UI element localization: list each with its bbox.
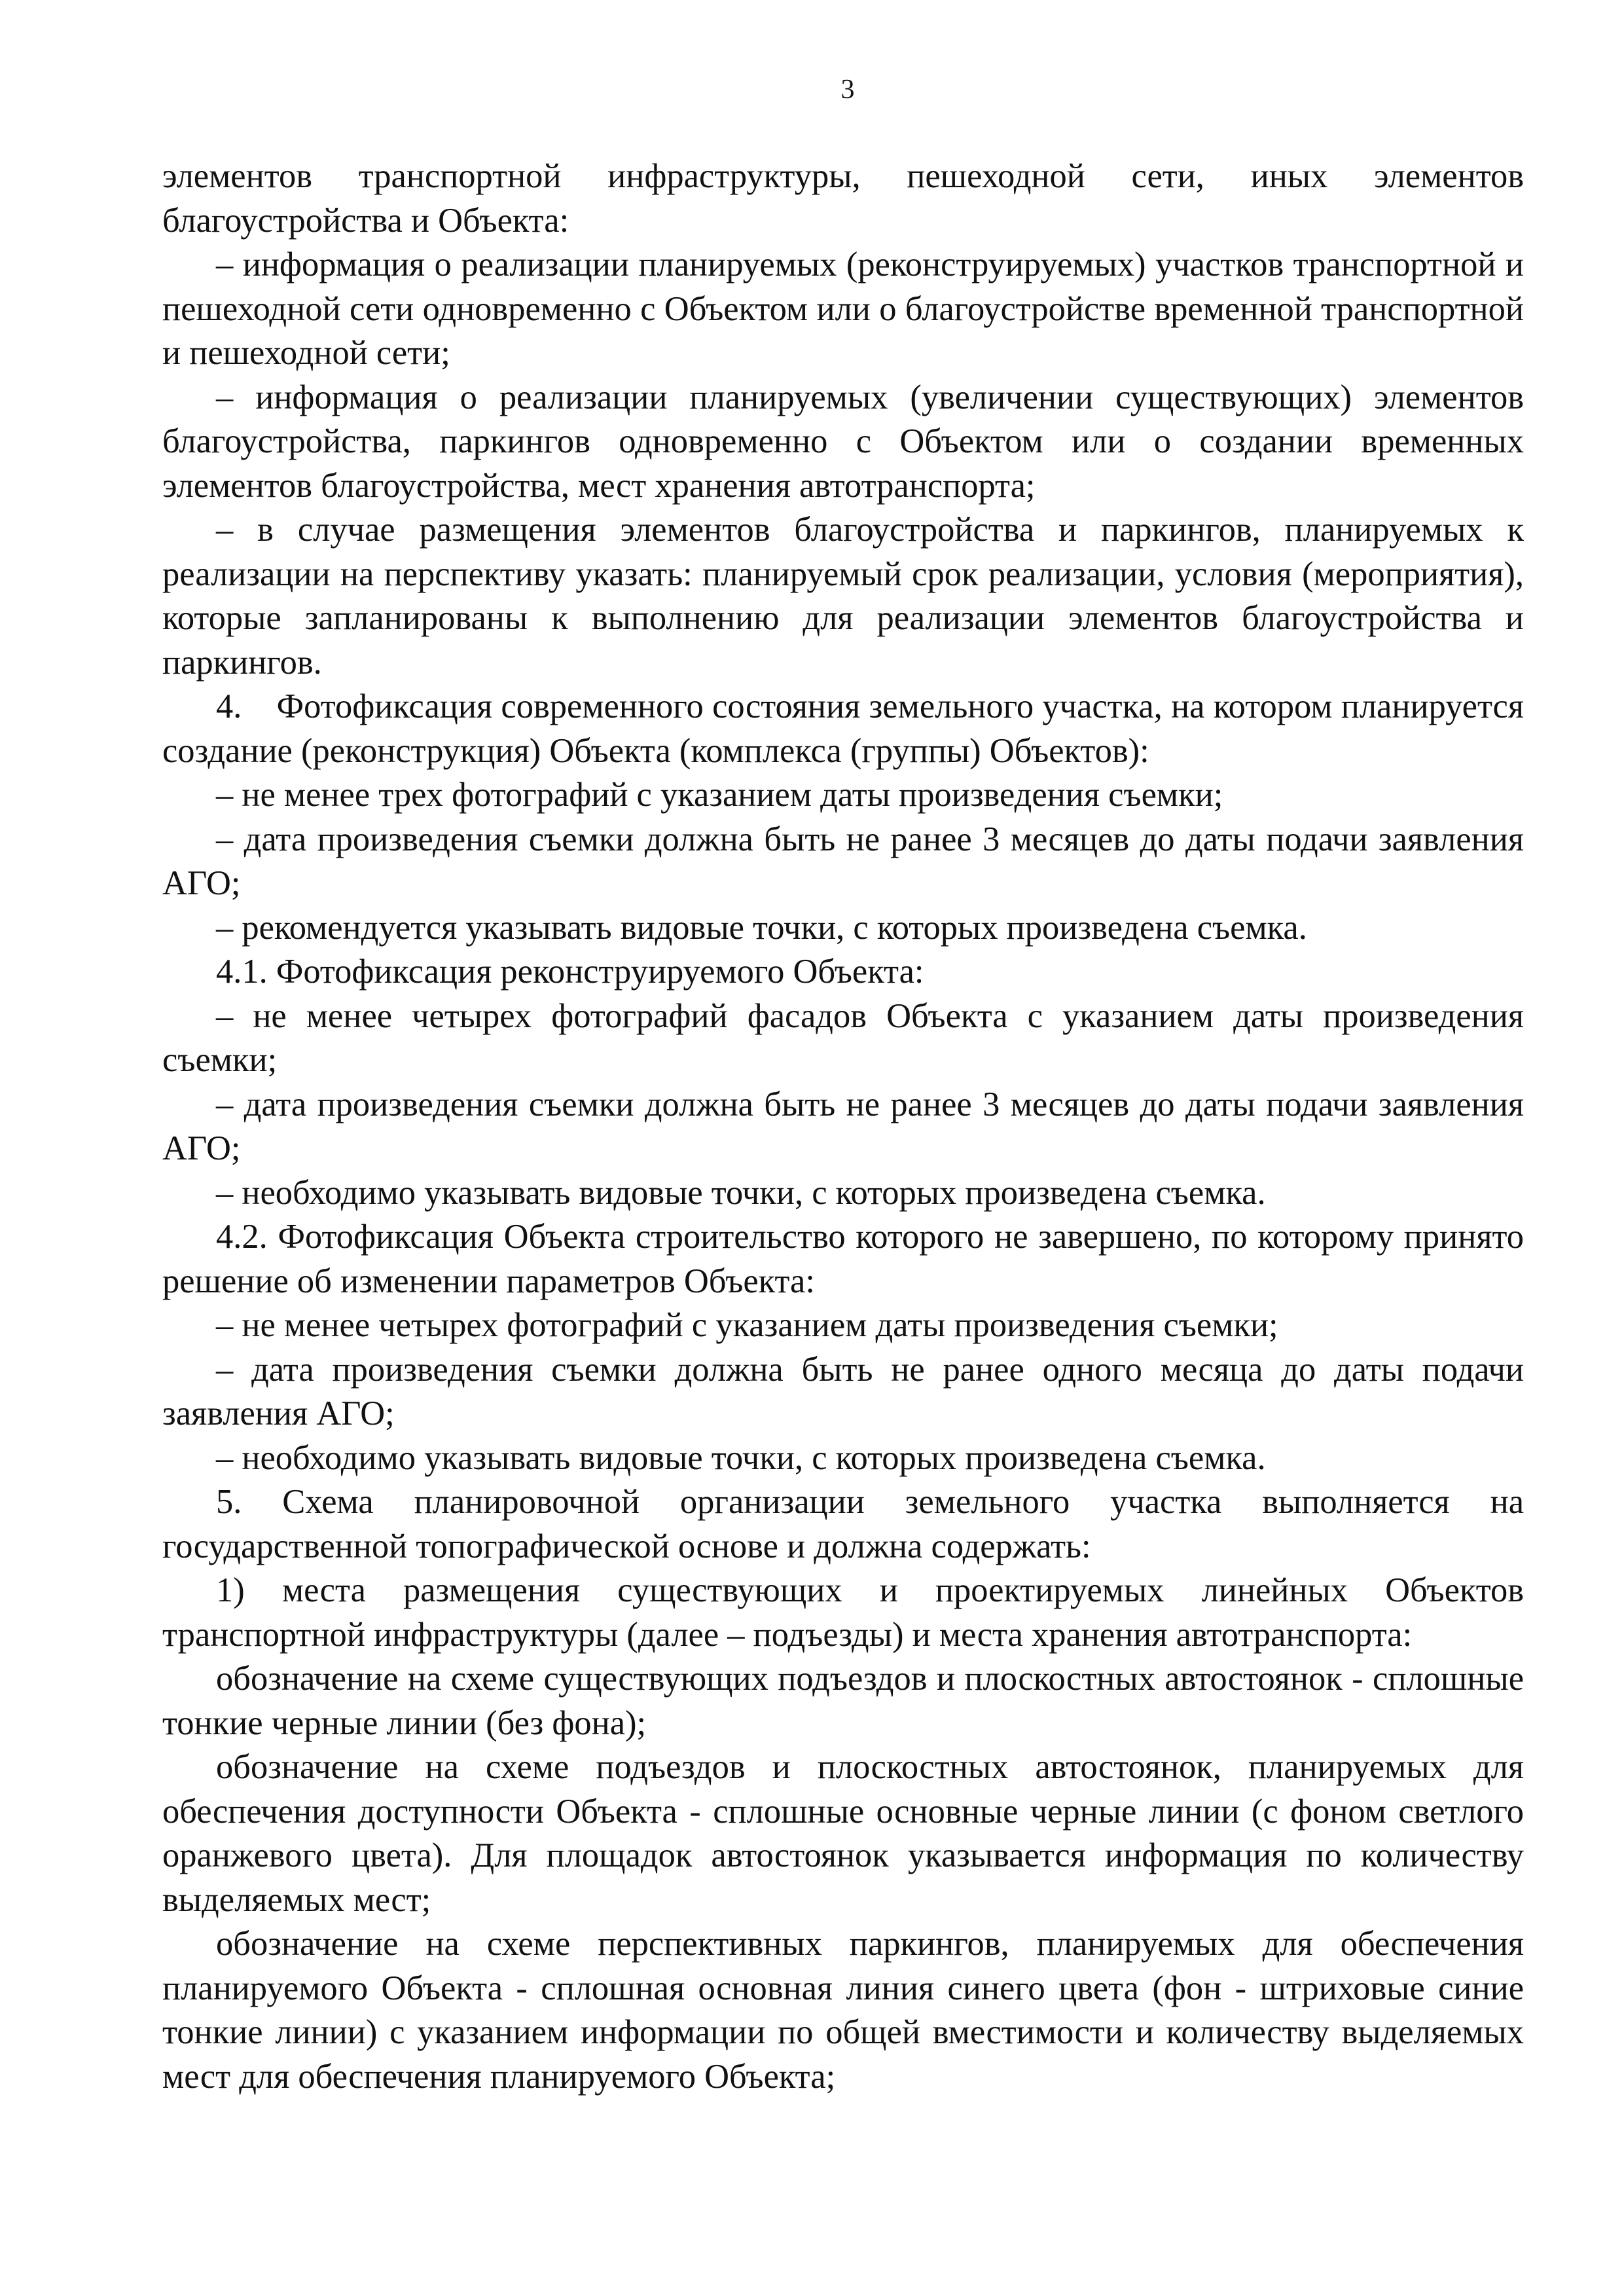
list-item: – информация о реализации планируемых (увеличении существующих) элементов благоустройства, паркингов одновременно с Объектом или о создании временных элементов благоустройства, мест хранения автотранспорта;	[162, 378, 1524, 505]
section-4-1-heading: 4.1. Фотофиксация реконструируемого Объекта:	[216, 953, 924, 991]
designation-paragraph: обозначение на схеме существующих подъездов и плоскостных автостоянок - сплошные тонкие черные линии (без фона);	[162, 1660, 1524, 1742]
list-item: – необходимо указывать видовые точки, с которых произведена съемка.	[216, 1173, 1266, 1212]
designation-paragraph: обозначение на схеме перспективных паркингов, планируемых для обеспечения планируемого Объекта - сплошная основная линия синего цвета (фон - штриховые синие тонкие линии) с указанием информации по общей вместимости и количеству выделяемых мест для обеспечения планируемого Объекта;	[162, 1925, 1524, 2096]
list-item: – не менее трех фотографий с указанием даты произведения съемки;	[216, 776, 1223, 814]
page-number: 3	[840, 75, 855, 105]
document-body	[162, 155, 1533, 2099]
list-item: – не менее четырех фотографий фасадов Объекта с указанием даты произведения съемки;	[162, 996, 1524, 1079]
section-5-heading: 5. Схема планировочной организации земельного участка выполняется на государственной топографической основе и должна содержать:	[162, 1483, 1524, 1565]
designation-paragraph: обозначение на схеме подъездов и плоскостных автостоянок, планируемых для обеспечения доступности Объекта - сплошные основные черные линии (с фоном светлого оранжевого цвета). Для площадок автостоянок указывается информация по количеству выделяемых мест;	[162, 1748, 1524, 1919]
list-item: – не менее четырех фотографий с указанием даты произведения съемки;	[216, 1306, 1278, 1344]
list-item: – дата произведения съемки должна быть не ранее одного месяца до даты подачи заявления АГО;	[162, 1350, 1524, 1432]
paragraph-continuation: элементов транспортной инфраструктуры, пешеходной сети, иных элементов благоустройства и Объекта:	[162, 157, 1524, 240]
list-item: – информация о реализации планируемых (реконструируемых) участков транспортной и пешеходной сети одновременно с Объектом или о благоустройстве временной транспортной и пешеходной сети;	[162, 246, 1524, 372]
list-item: – дата произведения съемки должна быть не ранее 3 месяцев до даты подачи заявления АГО;	[162, 820, 1524, 902]
section-4-2-heading: 4.2. Фотофиксация Объекта строительство которого не завершено, по которому принято решение об изменении параметров Объекта:	[162, 1218, 1524, 1300]
list-item: – в случае размещения элементов благоустройства и паркингов, планируемых к реализации на перспективу указать: планируемый срок реализации, условия (мероприятия), которые запланированы к выполнению для реализации элементов благоустройства и паркингов.	[162, 511, 1524, 682]
list-item: – необходимо указывать видовые точки, с которых произведена съемка.	[216, 1438, 1266, 1477]
numbered-item: 1) места размещения существующих и проектируемых линейных Объектов транспортной инфраструктуры (далее – подъезды) и места хранения автотранспорта:	[162, 1571, 1524, 1654]
section-4-heading: 4. Фотофиксация современного состояния земельного участка, на котором планируется создание (реконструкция) Объекта (комплекса (группы) Объектов):	[162, 687, 1533, 770]
list-item: – дата произведения съемки должна быть не ранее 3 месяцев до даты подачи заявления АГО;	[162, 1085, 1524, 1167]
list-item: – рекомендуется указывать видовые точки, с которых произведена съемка.	[216, 908, 1307, 947]
